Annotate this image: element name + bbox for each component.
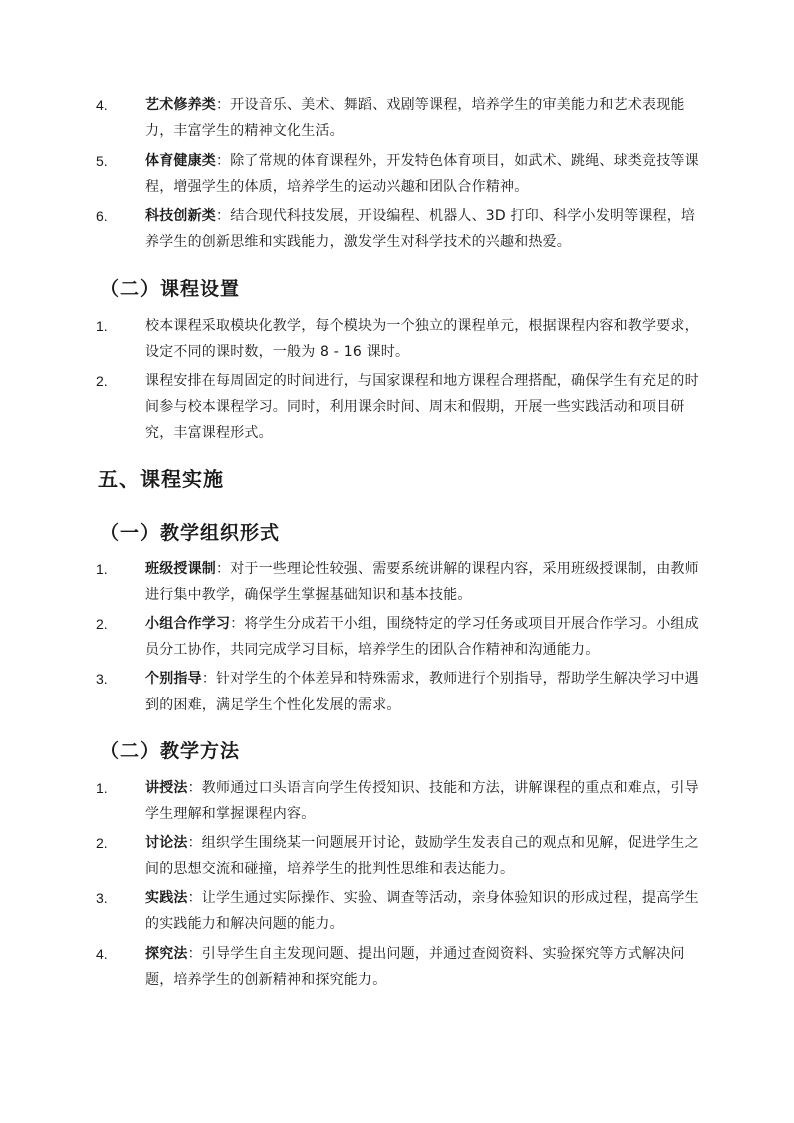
list-text <box>145 830 700 882</box>
list-text: 课程安排在每周固定的时间进行，与国家课程和地方课程合理搭配，确保学生有充足的时间参与校本课程学习。同时，利用课余时间、周末和假期，开展一些实践活动和项目研究，丰富课程形式。 <box>145 373 699 441</box>
item-term: 探究法 <box>145 946 188 962</box>
item-term: 讨论法 <box>145 835 188 851</box>
list-text <box>145 92 700 144</box>
list-number: 1. <box>96 780 108 796</box>
item-term: 个别指导 <box>145 671 202 687</box>
list-text <box>145 556 700 608</box>
list-number: 4. <box>96 97 108 113</box>
item-term: 班级授课制 <box>145 561 216 577</box>
list-text <box>145 941 700 993</box>
item-term: 科技创新类 <box>145 208 216 224</box>
list-text <box>145 148 700 200</box>
list-text <box>145 203 700 255</box>
item-term: 实践法 <box>145 890 188 906</box>
list-text <box>145 775 700 827</box>
item-term: 讲授法 <box>145 780 188 796</box>
list-number: 3. <box>96 890 108 906</box>
section-heading-organization: （一）教学组织形式 <box>100 522 281 544</box>
item-description: ：让学生通过实际操作、实验、调查等活动，亲身体验知识的形成过程，提高学生的实践能力和解决问题的能力。 <box>145 890 699 932</box>
item-description: ：开设音乐、美术、舞蹈、戏剧等课程，培养学生的审美能力和艺术表现能力，丰富学生的精神文化生活。 <box>145 97 685 139</box>
list-text <box>145 611 700 663</box>
list-text <box>145 885 700 937</box>
list-number: 2. <box>96 616 108 632</box>
list-text <box>145 666 700 718</box>
list-number: 1. <box>96 318 108 334</box>
chapter-heading: 五、课程实施 <box>98 467 224 491</box>
section-heading-methods: （二）教学方法 <box>100 740 241 762</box>
item-term: 艺术修养类 <box>145 97 216 113</box>
list-number: 1. <box>96 561 108 577</box>
item-description: ：组织学生围绕某一问题展开讨论，鼓励学生发表自己的观点和见解，促进学生之间的思想交流和碰撞，培养学生的批判性思维和表达能力。 <box>145 835 699 877</box>
item-description: ：结合现代科技发展，开设编程、机器人、3D 打印、科学小发明等课程，培养学生的创新思维和实践能力，激发学生对科学技术的兴趣和热爱。 <box>145 208 696 250</box>
item-description: ：对于一些理论性较强、需要系统讲解的课程内容，采用班级授课制，由教师进行集中教学，确保学生掌握基础知识和基本技能。 <box>145 561 699 603</box>
item-description: ：针对学生的个体差异和特殊需求，教师进行个别指导，帮助学生解决学习中遇到的困难，满足学生个性化发展的需求。 <box>145 671 699 713</box>
list-text: 校本课程采取模块化教学，每个模块为一个独立的课程单元，根据课程内容和教学要求，设定不同的课时数，一般为 8 - 16 课时。 <box>145 318 699 360</box>
list-number: 4. <box>96 946 108 962</box>
section-heading-course-setup: （二）课程设置 <box>100 278 241 300</box>
item-term: 小组合作学习 <box>145 616 231 632</box>
item-term: 体育健康类 <box>145 153 216 169</box>
list-number: 5. <box>96 153 108 169</box>
item-description: ：引导学生自主发现问题、提出问题，并通过查阅资料、实验探究等方式解决问题，培养学生的创新精神和探究能力。 <box>145 946 685 988</box>
item-description: ：除了常规的体育课程外，开发特色体育项目，如武术、跳绳、球类竞技等课程，增强学生的体质，培养学生的运动兴趣和团队合作精神。 <box>145 153 699 195</box>
item-description: ：将学生分成若干小组，围绕特定的学习任务或项目开展合作学习。小组成员分工协作，共同完成学习目标，培养学生的团队合作精神和沟通能力。 <box>145 616 699 658</box>
list-number: 2. <box>96 835 108 851</box>
item-description: ：教师通过口头语言向学生传授知识、技能和方法，讲解课程的重点和难点，引导学生理解和掌握课程内容。 <box>145 780 699 822</box>
list-number: 6. <box>96 208 108 224</box>
list-number: 2. <box>96 373 108 389</box>
list-number: 3. <box>96 671 108 687</box>
